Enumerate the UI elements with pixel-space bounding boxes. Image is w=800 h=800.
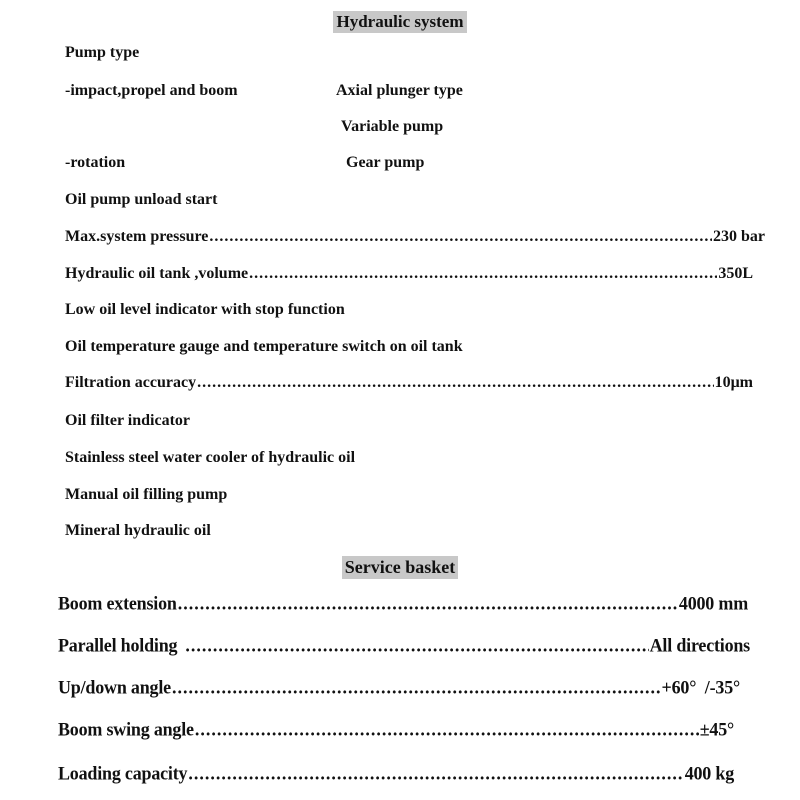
oil-filter-indicator-text: Oil filter indicator	[65, 412, 191, 429]
boom-swing-angle-label: Boom swing angle	[58, 718, 194, 740]
oil-tank-label: Hydraulic oil tank ,volume	[65, 265, 249, 282]
leader-dots	[178, 593, 678, 614]
mineral-oil-text: Mineral hydraulic oil	[65, 522, 211, 539]
leader-dots	[249, 264, 717, 284]
max-pressure-label: Max.system pressure	[65, 228, 209, 245]
boom-extension-row	[58, 593, 748, 614]
hydraulic-system-heading: Hydraulic system	[0, 11, 800, 33]
leader-dots	[195, 719, 699, 740]
boom-extension-label: Boom extension	[58, 592, 177, 614]
oil-tank-value: 350L	[718, 265, 753, 282]
leader-dots	[172, 677, 661, 698]
pump-type-label: Pump type	[65, 44, 140, 61]
parallel-holding-row	[58, 635, 750, 656]
leader-dots	[197, 373, 714, 393]
boom-swing-angle-value: ±45°	[699, 718, 734, 740]
rotation-value: Gear pump	[346, 154, 425, 171]
up-down-angle-row	[58, 677, 740, 698]
oil-tank-row	[65, 264, 753, 284]
max-pressure-row	[65, 227, 765, 247]
service-basket-heading: Service basket	[0, 556, 800, 579]
manual-filling-pump-text: Manual oil filling pump	[65, 486, 228, 503]
leader-dots	[188, 763, 683, 784]
filtration-row	[65, 373, 753, 393]
low-oil-level-text: Low oil level indicator with stop function	[65, 301, 345, 318]
filtration-label: Filtration accuracy	[65, 374, 197, 391]
up-down-angle-value: +60° /-35°	[661, 676, 740, 698]
impact-propel-boom-label: -impact,propel and boom	[65, 82, 238, 99]
oil-pump-unload-text: Oil pump unload start	[65, 191, 218, 208]
leader-dots	[185, 635, 648, 656]
temperature-gauge-text: Oil temperature gauge and temperature switch on oil tank	[65, 338, 463, 355]
max-pressure-value: 230 bar	[713, 228, 765, 245]
parallel-holding-label: Parallel holding	[58, 634, 178, 656]
rotation-label: -rotation	[65, 154, 126, 171]
boom-extension-value: 4000 mm	[678, 592, 748, 614]
filtration-value: 10μm	[714, 374, 753, 391]
parallel-holding-value: All directions	[649, 634, 750, 656]
up-down-angle-label: Up/down angle	[58, 676, 171, 698]
boom-swing-angle-row	[58, 719, 734, 740]
impact-propel-boom-value: Axial plunger type	[336, 82, 463, 99]
variable-pump-text: Variable pump	[341, 118, 444, 135]
loading-capacity-row	[58, 763, 734, 784]
leader-dots	[209, 227, 712, 247]
water-cooler-text: Stainless steel water cooler of hydraulic oil	[65, 449, 356, 466]
loading-capacity-value: 400 kg	[684, 762, 734, 784]
loading-capacity-label: Loading capacity	[58, 762, 188, 784]
